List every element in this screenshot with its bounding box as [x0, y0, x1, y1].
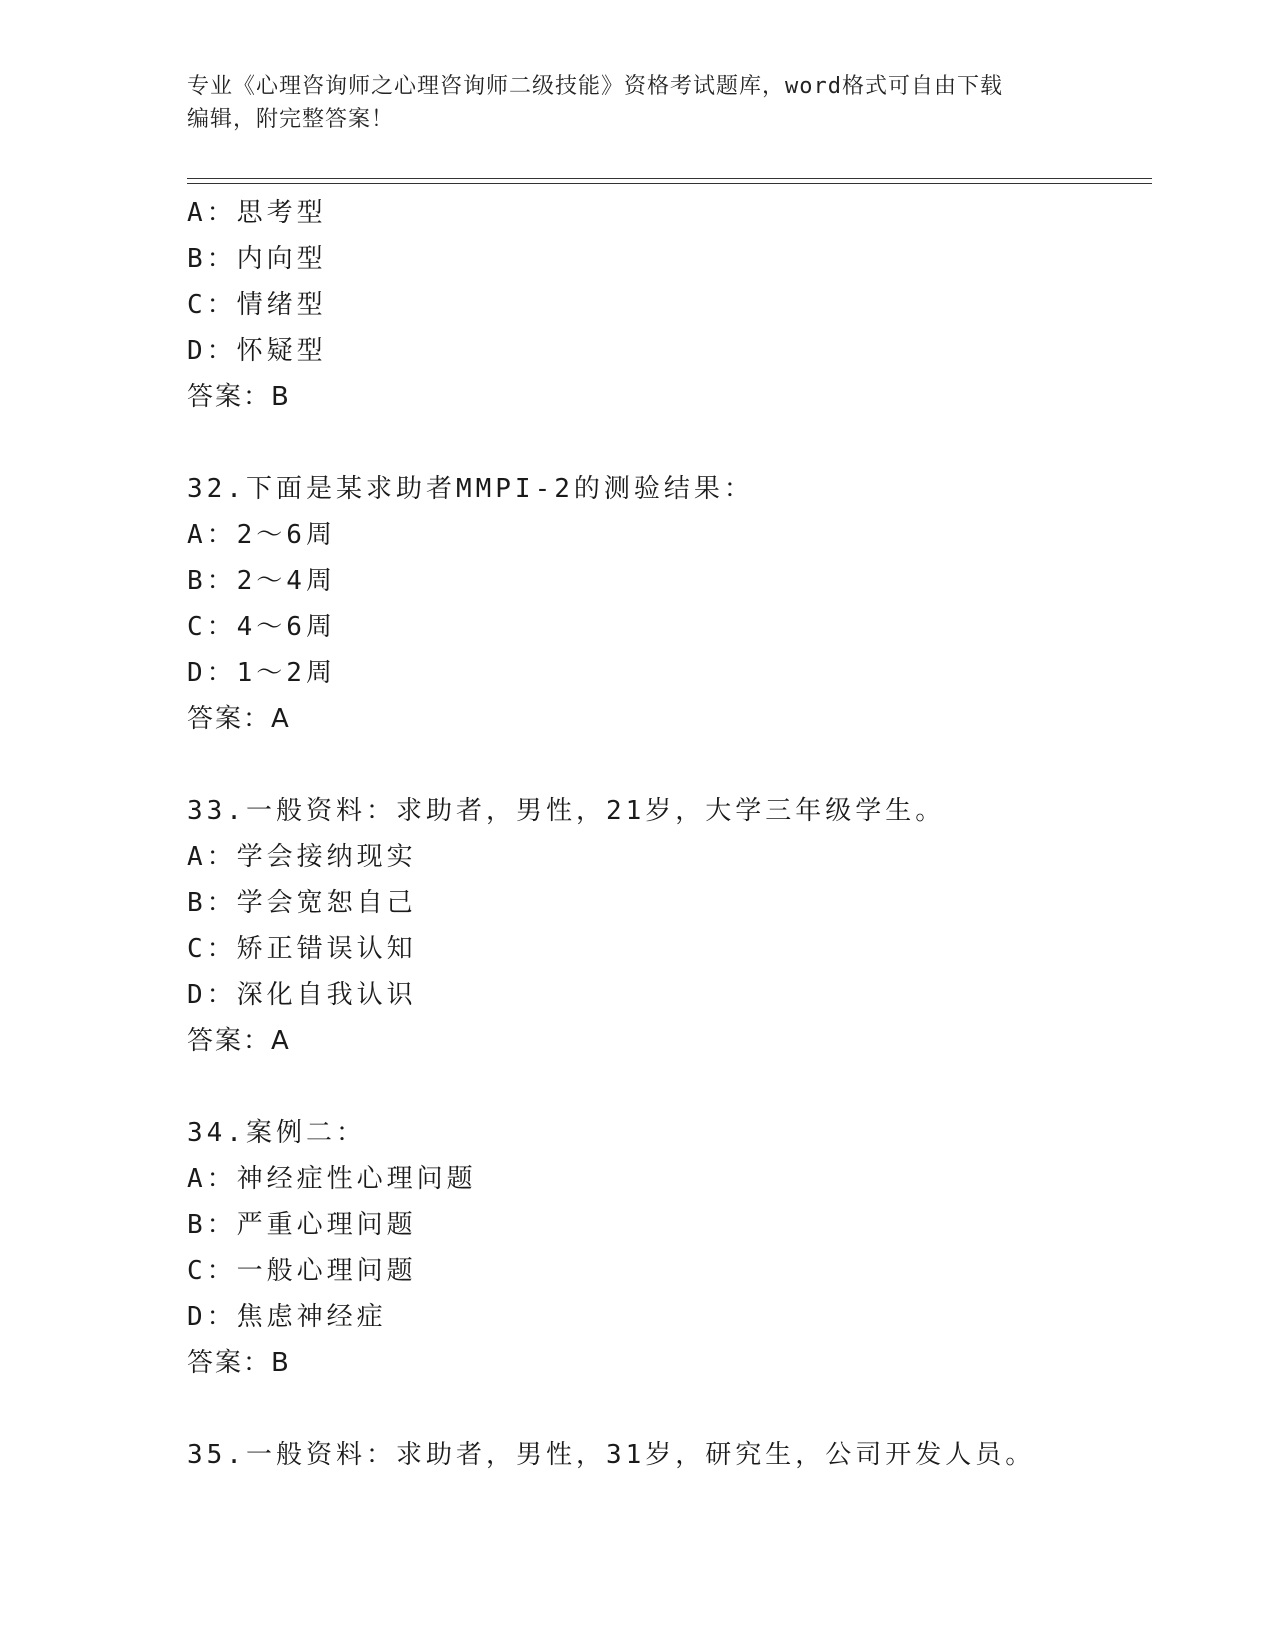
option-c: C：一般心理问题	[187, 1256, 417, 1286]
question-31	[187, 190, 1152, 420]
question-stem: 35.一般资料：求助者，男性，31岁，研究生，公司开发人员。	[187, 1440, 1036, 1470]
option-c: C：情绪型	[187, 290, 327, 320]
option-c: C：矫正错误认知	[187, 934, 417, 964]
option-a: A：2～6周	[187, 520, 336, 550]
option-a: A：学会接纳现实	[187, 842, 417, 872]
header-divider-top	[187, 178, 1152, 179]
option-d: D：焦虑神经症	[187, 1302, 387, 1332]
answer: 答案：A	[187, 1026, 291, 1056]
option-b: B：2～4周	[187, 566, 336, 596]
question-list	[187, 190, 1152, 1478]
question-stem: 33.一般资料：求助者，男性，21岁，大学三年级学生。	[187, 796, 946, 826]
answer: 答案：B	[187, 382, 291, 412]
question-stem: 32.下面是某求助者MMPI-2的测验结果：	[187, 474, 754, 504]
option-b: B：内向型	[187, 244, 327, 274]
header-line-2: 编辑，附完整答案！	[187, 107, 395, 132]
option-a: A：思考型	[187, 198, 327, 228]
question-stem: 34.案例二：	[187, 1118, 366, 1148]
question-34	[187, 1110, 1152, 1386]
option-b: B：严重心理问题	[187, 1210, 417, 1240]
question-32	[187, 466, 1152, 742]
question-33	[187, 788, 1152, 1064]
option-a: A：神经症性心理问题	[187, 1164, 477, 1194]
answer: 答案：B	[187, 1348, 291, 1378]
option-d: D：深化自我认识	[187, 980, 417, 1010]
option-b: B：学会宽恕自己	[187, 888, 417, 918]
option-d: D：1～2周	[187, 658, 336, 688]
option-d: D：怀疑型	[187, 336, 327, 366]
header-divider-bottom	[187, 183, 1152, 184]
option-c: C：4～6周	[187, 612, 336, 642]
document-header	[187, 70, 1087, 136]
header-line-1: 专业《心理咨询师之心理咨询师二级技能》资格考试题库，word格式可自由下载	[187, 74, 1003, 99]
answer: 答案：A	[187, 704, 291, 734]
question-35	[187, 1432, 1152, 1478]
